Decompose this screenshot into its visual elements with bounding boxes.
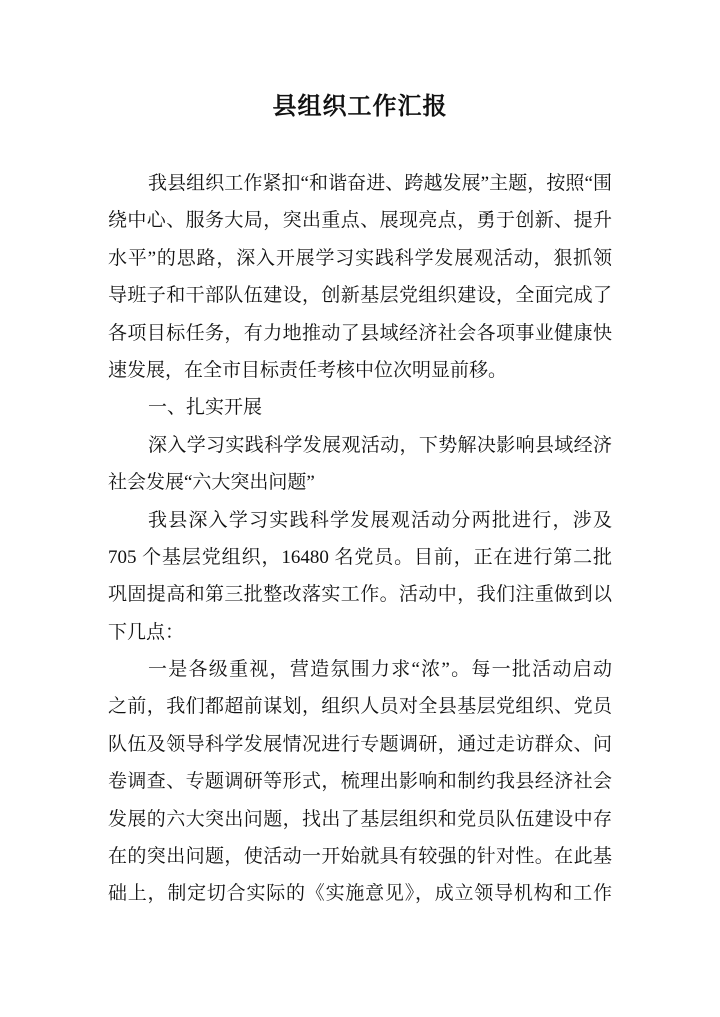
text-line: 队伍及领导科学发展情况进行专题调研，通过走访群众、问 xyxy=(108,733,612,755)
text-line: 社会发展“六大突出问题” xyxy=(108,472,315,494)
text-line: 卷调查、专题调研等形式，梳理出影响和制约我县经济社会 xyxy=(108,771,612,793)
text-line: 之前，我们都超前谋划，组织人员对全县基层党组织、党员 xyxy=(108,696,612,718)
text-line: 导班子和干部队伍建设，创新基层党组织建设，全面完成了 xyxy=(108,285,612,307)
text-line: 705 个基层党组织，16480 名党员。目前，正在进行第二批 xyxy=(108,546,612,568)
text-line: 速发展，在全市目标责任考核中位次明显前移。 xyxy=(108,359,508,381)
text-line: 在的突出问题，使活动一开始就具有较强的针对性。在此基 xyxy=(108,846,612,868)
text-line: 发展的六大突出问题，找出了基层组织和党员队伍建设中存 xyxy=(108,808,612,830)
document-title: 县组织工作汇报 xyxy=(272,94,448,120)
text-line: 水平”的思路，深入开展学习实践科学发展观活动，狠抓领 xyxy=(108,247,612,269)
paragraph-point-one xyxy=(108,651,612,913)
text-line: 础上，制定切合实际的《实施意见》，成立领导机构和工作 xyxy=(108,883,612,905)
text-line: 一是各级重视，营造氛围力求“浓”。每一批活动启动 xyxy=(148,659,612,681)
text-line: 我县深入学习实践科学发展观活动分两批进行，涉及 xyxy=(148,509,612,531)
paragraph-subheading xyxy=(108,427,612,502)
text-line: 我县组织工作紧扣“和谐奋进、跨越发展”主题，按照“围 xyxy=(148,173,612,194)
text-line: 一、扎实开展 xyxy=(148,397,263,419)
paragraph-activity-overview xyxy=(108,502,612,652)
document-body xyxy=(108,165,612,913)
text-line: 深入学习实践科学发展观活动，下势解决影响县域经济 xyxy=(148,434,612,456)
paragraph-intro xyxy=(108,165,612,389)
text-line: 绕中心、服务大局，突出重点、展现亮点，勇于创新、提升 xyxy=(108,210,612,232)
text-line: 下几点： xyxy=(108,621,185,643)
section-heading xyxy=(108,389,612,426)
text-line: 各项目标任务，有力地推动了县域经济社会各项事业健康快 xyxy=(108,322,612,344)
text-line: 巩固提高和第三批整改落实工作。活动中，我们注重做到以 xyxy=(108,584,612,606)
